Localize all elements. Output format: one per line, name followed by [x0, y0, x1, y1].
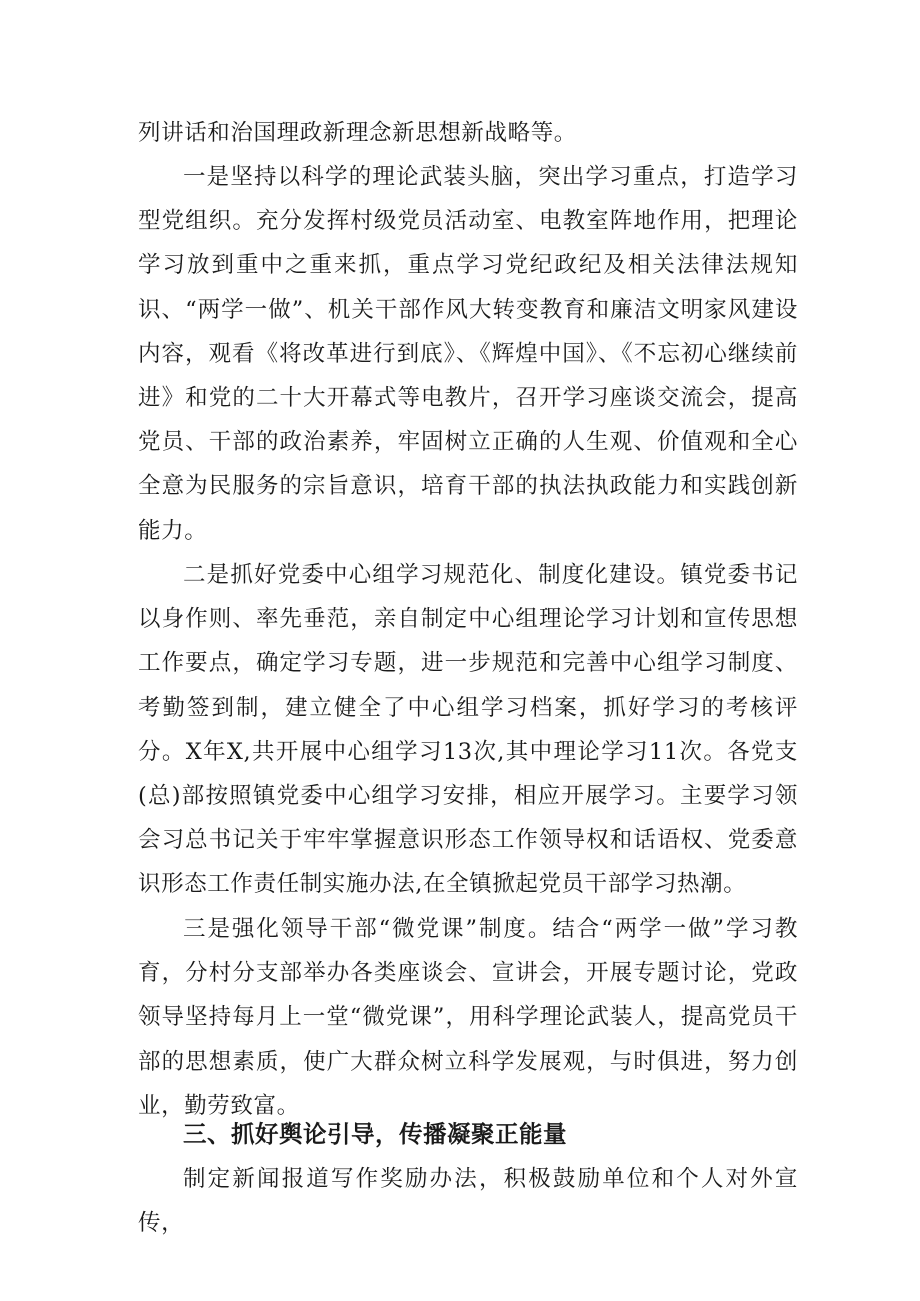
paragraph-continuation: 列讲话和治国理政新理念新思想新战略等。: [138, 120, 577, 146]
section-heading: 三、抓好舆论引导，传播凝聚正能量: [183, 1120, 567, 1148]
paragraph-point-three: 三是强化领导干部“微党课”制度。结合“两学一做”学习教育，分村分支部举办各类座谈会、宣讲会，开展专题讨论，党政领导坚持每月上一堂“微党课”，用科学理论武装人，提高党员干部的思想素质，使广大群众树立科学发展观，与时俱进，努力创业，勤劳致富。: [138, 916, 798, 1119]
paragraph-section-three: 制定新闻报道写作奖励办法，积极鼓励单位和个人对外宣传，: [138, 1166, 798, 1237]
paragraph-point-two: 二是抓好党委中心组学习规范化、制度化建设。镇党委书记以身作则、率先垂范，亲自制定中心组理论学习计划和宣传思想工作要点，确定学习专题，进一步规范和完善中心组学习制度、考勤签到制，建立健全了中心组学习档案，抓好学习的考核评分。X年X,共开展中心组学习13次,其中理论学习11次。各党支(总)部按照镇党委中心组学习安排，相应开展学习。主要学习领会习总书记关于牢牢掌握意识形态工作领导权和话语权、党委意识形态工作责任制实施办法,在全镇掀起党员干部学习热潮。: [138, 562, 798, 898]
paragraph-point-one: 一是坚持以科学的理论武装头脑，突出学习重点，打造学习型党组织。充分发挥村级党员活动室、电教室阵地作用，把理论学习放到重中之重来抓，重点学习党纪政纪及相关法律法规知识、“两学一做”、机关干部作风大转变教育和廉洁文明家风建设内容，观看《将改革进行到底》、《辉煌中国》、《不忘初心继续前进》和党的二十大开幕式等电教片，召开学习座谈交流会，提高党员、干部的政治素养，牢固树立正确的人生观、价值观和全心全意为民服务的宗旨意识，培育干部的执法执政能力和实践创新能力。: [138, 164, 798, 544]
